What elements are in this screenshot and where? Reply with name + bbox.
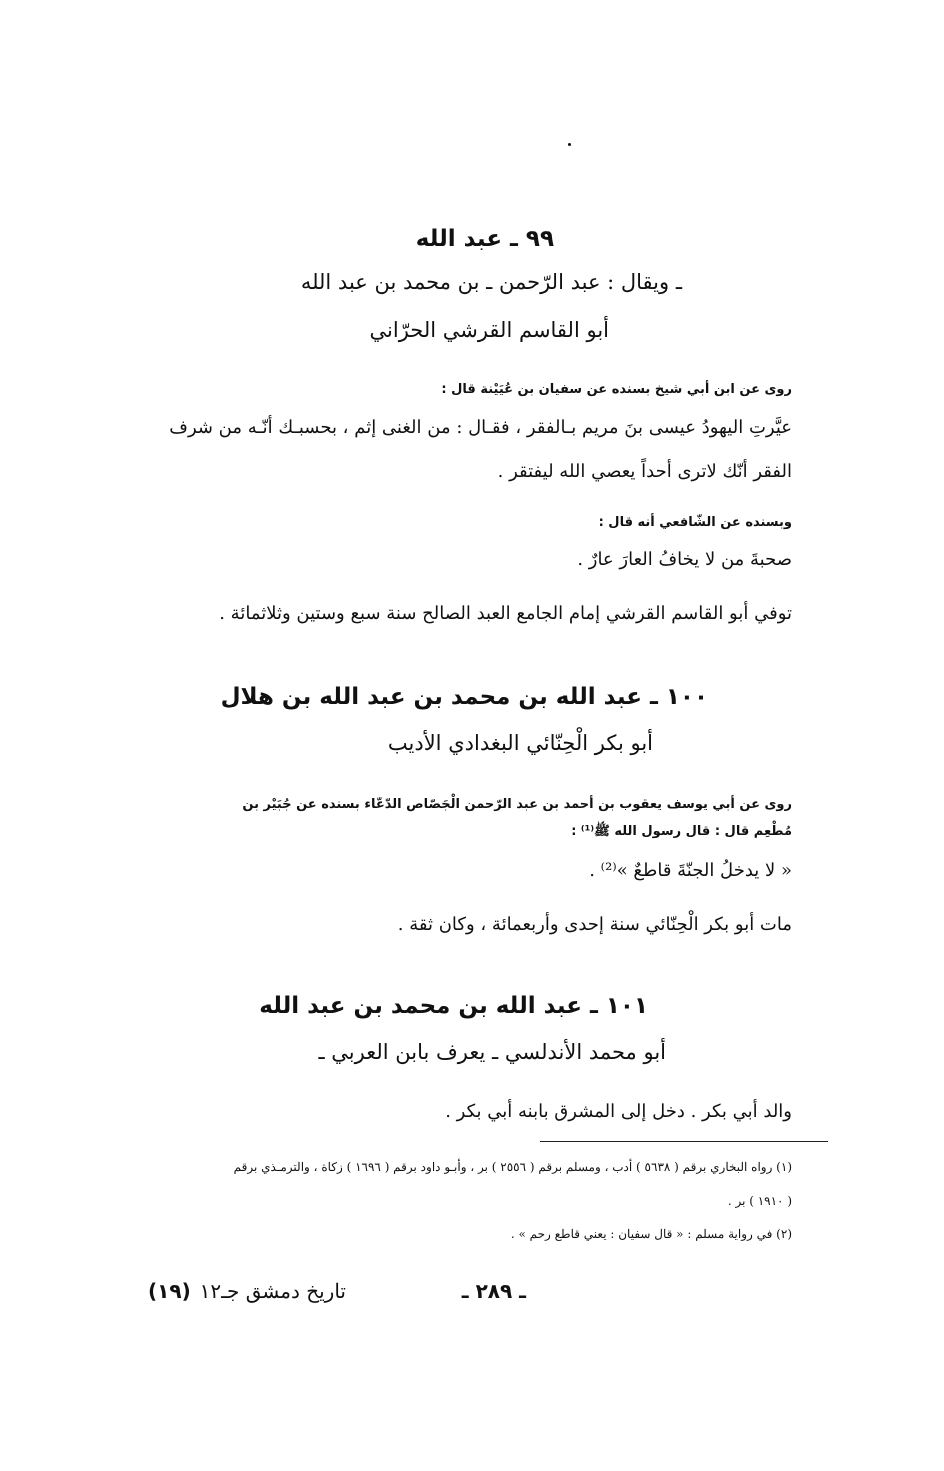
entry-100-death: مات أبو بكر الْحِنّائي سنة إحدى وأربعمائة ، وكان ثقة . [397,914,792,935]
entry-99-text-1-line-1: عيَّرتِ اليهودُ عيسى بنَ مريم بـالفقر ، فقـال : من الغنى إثم ، بحسبـك أنّـه من شرف [169,417,792,438]
entry-99-subtitle-2: أبو القاسم القرشي الحرّاني [369,318,609,342]
book-title: تاريخ دمشق جـ١٢ [199,1279,346,1303]
entry-99-death: توفي أبو القاسم القرشي إمام الجامع العبد الصالح سنة سبع وستين وثلاثمائة . [219,603,792,624]
entry-99-isnad-1: روى عن ابن أبي شيخ بسنده عن سفيان بن عُيَيْنة قال : [441,382,792,397]
entry-101-text: والد أبي بكر . دخل إلى المشرق بابنه أبي بكر . [445,1101,792,1122]
footnote-divider [540,1141,828,1142]
footnote-1-line-1: (١) رواه البخاري برقم ( ٥٦٣٨ ) أدب ، ومسلم برقم ( ٢٥٥٦ ) بر ، وأبـو داود برقم ( ١٦٩٦ ) زكاة ، والترمـذي برقم [233,1160,792,1174]
entry-100-isnad-line-1: روى عن أبي يوسف يعقوب بن أحمد بن عبد الرّحمن الْجَصّاص الدّعّاء بسنده عن جُبَيْر بن [242,797,792,812]
entry-100-subtitle: أبو بكر الْحِنّائي البغدادي الأديب [387,731,653,755]
speck [568,143,571,146]
entry-100-hadith: « لا يدخلُ الجنّةَ قاطعٌ »⁽²⁾ . [589,860,792,881]
page-number: ـ ٢٨٩ ـ [461,1279,526,1303]
entry-99-isnad-2: وبسنده عن الشّافعي أنه قال : [598,515,792,530]
entry-99-title: ٩٩ ـ عبد الله [415,226,554,252]
entry-100-isnad-line-2: مُطْعِم قال : قال رسول الله ﷺ⁽¹⁾ : [571,824,792,839]
entry-99-text-2: صحبةَ من لا يخافُ العارَ عارٌ . [577,549,792,570]
entry-101-title: ١٠١ ـ عبد الله بن محمد بن عبد الله [259,993,648,1019]
entry-99-text-1-line-2: الفقر أنّك لاترى أحداً يعصي الله ليفتقر . [497,461,792,482]
footnote-2: (٢) في رواية مسلم : « قال سفيان : يعني قاطع رحم » . [510,1227,792,1241]
entry-101-subtitle: أبو محمد الأندلسي ـ يعرف بابن العربي ـ [318,1040,666,1064]
signature-number: (١٩) [148,1279,191,1303]
entry-99-subtitle-1: ـ ويقال : عبد الرّحمن ـ بن محمد بن عبد الله [300,270,682,294]
footnote-1-line-2: ( ١٩١٠ ) بر . [727,1194,792,1208]
entry-100-title: ١٠٠ ـ عبد الله بن محمد بن عبد الله بن هلال [220,684,708,710]
